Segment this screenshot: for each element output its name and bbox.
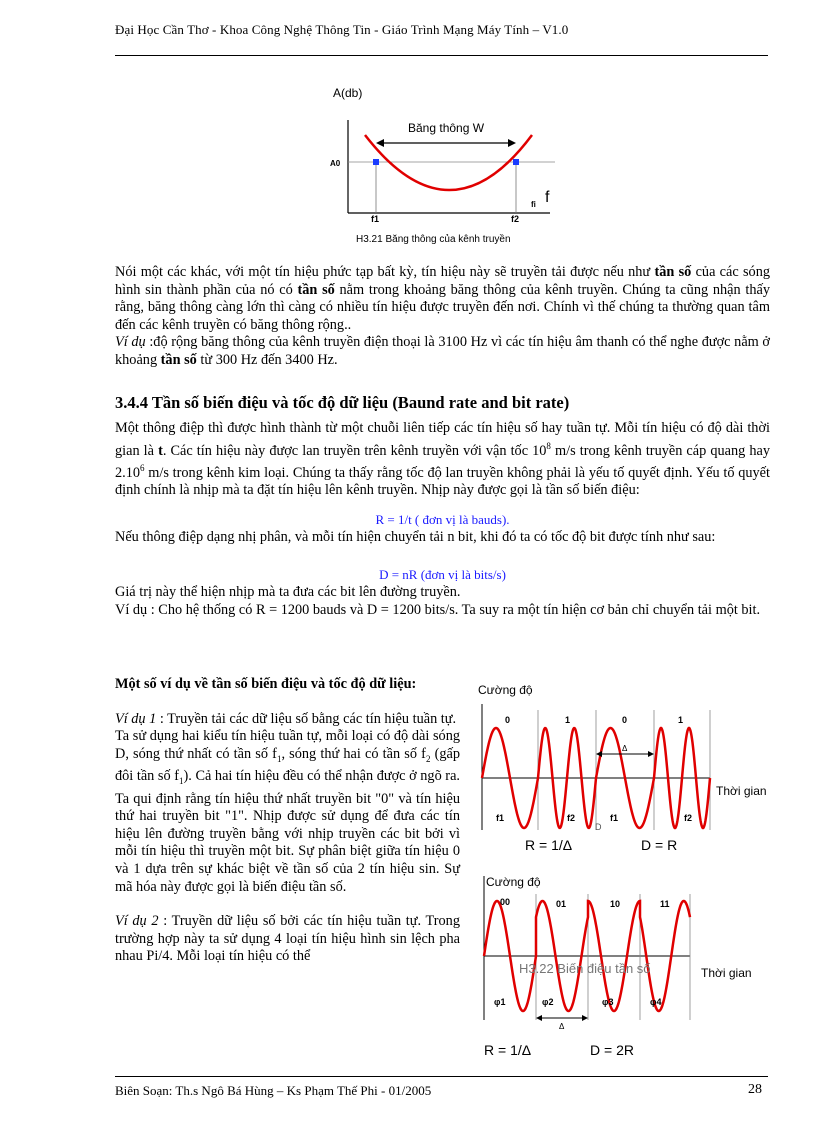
figure1-bandwidth-label: Băng thông W	[408, 121, 485, 135]
header-rule	[115, 55, 768, 56]
figure3-ylabel: Cường độ	[486, 875, 541, 889]
section-heading: 3.4.4 Tần số biến điệu và tốc độ dữ liệu (Baund rate and bit rate)	[115, 393, 570, 412]
page-number: 28	[748, 1082, 762, 1097]
examples-heading: Một số ví dụ về tần số biến điệu và tốc độ dữ liệu:	[115, 676, 417, 692]
figure2-d-mark: D	[595, 822, 602, 832]
figure3-pair-1: 01	[556, 899, 567, 909]
footer-rule	[115, 1076, 768, 1077]
figure2-xlabel: Thời gian	[716, 784, 767, 798]
figure3-phase-1: φ2	[542, 997, 554, 1007]
figure2-freq-3: f2	[684, 813, 693, 823]
fm-figure	[470, 680, 780, 860]
figure2-freq-2: f1	[610, 813, 619, 823]
figure3-xlabel: Thời gian	[701, 966, 752, 980]
paragraph-example: Giá trị này thể hiện nhịp mà ta đưa các bit lên đường truyền. Ví dụ : Cho hệ thống có R = 1200 bauds và D = 1200 bits/s. Ta suy ra một tín hiện cơ bản chỉ chuyển tải một bit.	[115, 584, 761, 618]
pm-figure	[470, 872, 780, 1062]
cutoff-marker-f1	[373, 159, 379, 165]
figure2-eq-d: D = R	[641, 837, 678, 853]
figure2-ylabel: Cường độ	[478, 683, 533, 697]
figure3-caption: H3.22 Biến điệu tần số	[519, 961, 651, 976]
paragraph-bandwidth: Nói một các khác, với một tín hiệu phức tạp bất kỳ, tín hiệu này sẽ truyền tải được nếu như tần số của các sóng hình sin thành phần của nó có tần số nằm trong khoảng băng thông của kênh truyền. Chúng ta cũng nhận thấy rằng, băng thông càng lớn thì càng có nhiều tín hiệu được truyền đến nơi. Chính vì thế chúng ta thường quan tâm đến các kênh truyền có băng thông rộng.. Ví dụ :độ rộng băng thông của kênh truyền điện thoại là 3100 Hz vì các tín hiệu âm thanh có thể nghe được nằm ở khoảng tần số từ 300 Hz đến 3400 Hz.	[115, 264, 771, 368]
figure3-pair-2: 10	[610, 899, 621, 909]
figure1-f1: f1	[371, 214, 380, 224]
figure2-bit-1: 1	[565, 715, 571, 725]
figure2-freq-1: f2	[567, 813, 576, 823]
figure1-ylabel: A(db)	[333, 86, 363, 100]
figure2-bit-2: 0	[622, 715, 628, 725]
bandwidth-figure	[300, 80, 560, 250]
figure1-f2: f2	[511, 214, 520, 224]
figure3-phase-3: φ4	[650, 997, 662, 1007]
cutoff-marker-f2	[513, 159, 519, 165]
formula-bitrate: D = nR (đơn vị là bits/s)	[379, 567, 506, 582]
figure2-freq-0: f1	[496, 813, 505, 823]
paragraph-message: Một thông điệp thì được hình thành từ một chuỗi liên tiếp các tín hiệu số hay tuần tự. Mỗi tín hiệu có độ dài thời gian là t. Các tín hiệu này được lan truyền trên kênh truyền với vận tốc $10^8$ m/s trong kênh truyền cáp quang hay 2.10$^6$ m/s trong kênh kim loại. Chúng ta thấy rằng tốc độ lan truyền không phải là yếu tố quyết định. Yếu tố quyết định chính là nhịp mà ta đặt tín hiệu lên kênh truyền. Nhịp này được gọi là tần số biến điệu:	[115, 420, 770, 499]
page-footer: Biên Soạn: Th.s Ngô Bá Hùng – Ks Phạm Thế Phi - 01/2005	[115, 1083, 432, 1098]
paragraph-binary: Nếu thông điệp dạng nhị phân, và mỗi tín hiện chuyển tải n bit, khi đó ta có tốc độ bit được tính như sau:	[115, 529, 716, 545]
figure3-delta: Δ	[559, 1022, 565, 1031]
formula-baud: R = 1/t ( đơn vị là bauds).	[375, 512, 510, 527]
figure3-eq-r: R = 1/Δ	[484, 1042, 532, 1058]
figure3-eq-d: D = 2R	[590, 1042, 634, 1058]
figure1-y-tick: A0	[330, 159, 341, 168]
figure1-f-label: f	[545, 189, 550, 206]
figure2-delta: Δ	[622, 744, 628, 753]
figure2-bit-0: 0	[505, 715, 511, 725]
figure2-bit-3: 1	[678, 715, 684, 725]
figure3-phase-2: φ3	[602, 997, 614, 1007]
figure2-eq-r: R = 1/Δ	[525, 837, 573, 853]
figure1-f-sub: fi	[531, 200, 536, 209]
figure3-pair-3: 11	[660, 899, 670, 909]
figure1-caption: H3.21 Băng thông của kênh truyền	[356, 234, 511, 245]
figure3-pair-0: 00	[500, 897, 511, 907]
page-header: Đại Học Cần Thơ - Khoa Công Nghệ Thông Tin - Giáo Trình Mạng Máy Tính – V1.0	[115, 22, 569, 37]
examples-column: Một số ví dụ về tần số biến điệu và tốc độ dữ liệu: Ví dụ 1 : Truyền tải các dữ liệu số bằng các tín hiệu tuần tự. Ta sử dụng hai kiểu tín hiệu tuần tự, mỗi loại có độ dài sóng D, sóng thứ nhất có tần số $f_1$, sóng thứ hai có tần số $f_2$ (gấp đôi tần số $f_1$). Cả hai tín hiệu đều có thể nhận được ở ngõ ra. Ta qui định rằng tín hiệu thứ nhất truyền bit "0" và tín hiệu thứ hai truyền bit "1". Nhịp được sử dụng để đưa các tín hiệu lên đường truyền bằng với nhịp truyền các bit bởi vì mỗi tín hiệu thì truyền một bit. Sự phân biệt giữa tín hiệu 0 và 1 dựa trên sự khác biệt về tần số của 2 tín hiệu sin. Sự mã hóa này được gọi là biến điệu tần số. Ví dụ 2 : Truyền dữ liệu số bởi các tín hiệu tuần tự. Trong trường hợp này ta sử dụng 4 loại tín hiệu hình sin lệch pha nhau Pi/4. Mỗi loại tín hiệu có thể	[115, 676, 461, 965]
figure3-phase-0: φ1	[494, 997, 506, 1007]
